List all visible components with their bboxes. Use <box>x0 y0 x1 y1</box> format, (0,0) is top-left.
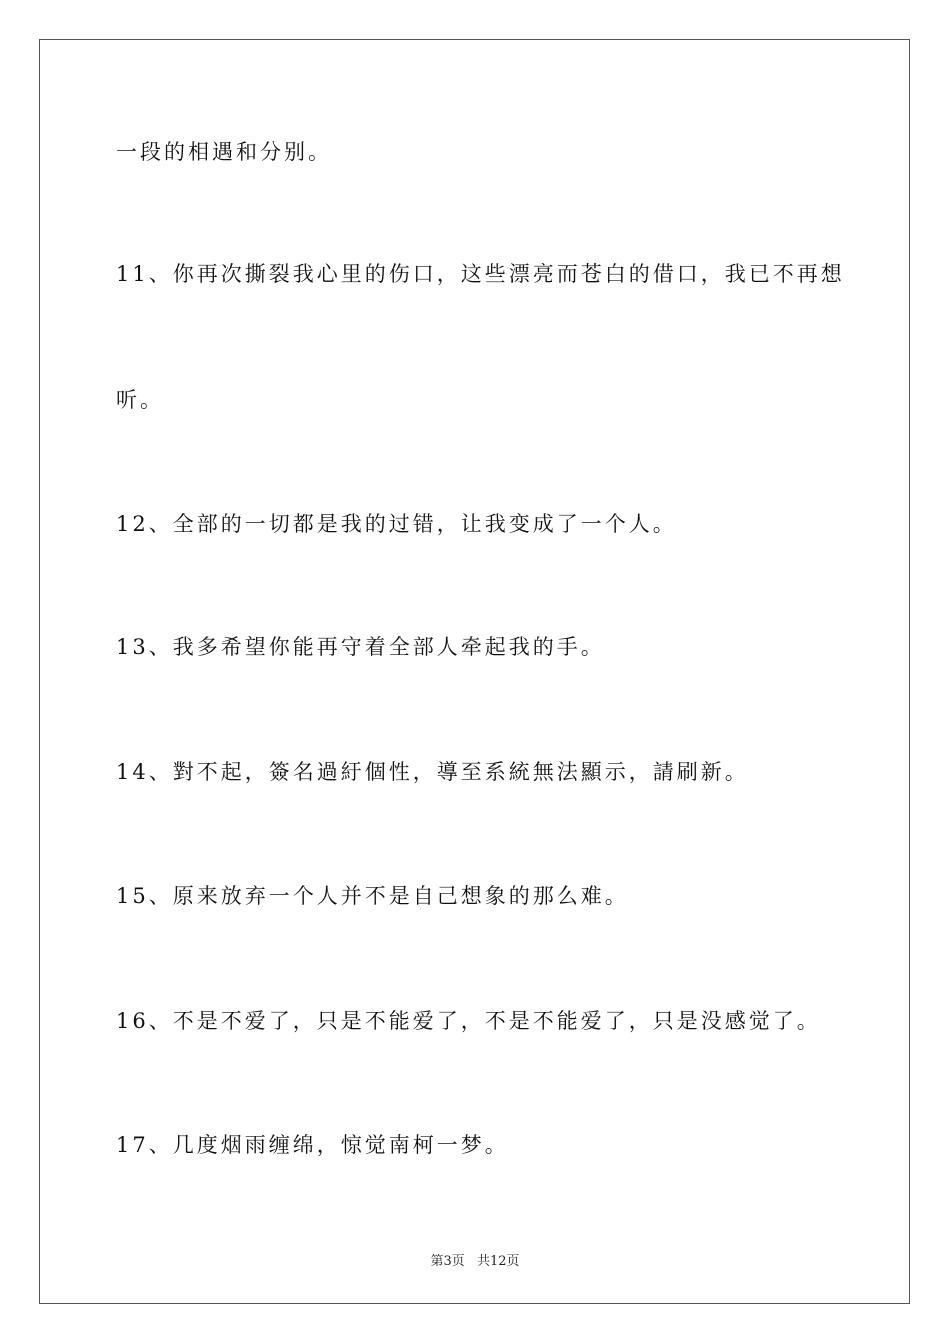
page-total: 共12页 <box>476 1254 520 1269</box>
text-line: 17、几度烟雨缠绵，惊觉南柯一梦。 <box>116 1133 509 1157</box>
page-footer <box>0 1250 950 1269</box>
text-line: 16、不是不爱了，只是不能爱了，不是不能爱了，只是没感觉了。 <box>116 1009 821 1033</box>
text-line: 15、原来放弃一个人并不是自己想象的那么难。 <box>116 884 629 908</box>
page-border <box>39 39 910 1304</box>
page-number: 第3页 <box>430 1254 465 1269</box>
text-line: 14、對不起，簽名過紆個性，導至系統無法顯示，請刷新。 <box>116 760 749 784</box>
text-line: 听。 <box>116 388 164 412</box>
text-line: 11、你再次撕裂我心里的伤口，这些漂亮而苍白的借口，我已不再想 <box>116 262 845 286</box>
text-line: 13、我多希望你能再守着全部人牵起我的手。 <box>116 635 605 659</box>
text-line: 12、全部的一切都是我的过错，让我变成了一个人。 <box>116 512 677 536</box>
text-line: 一段的相遇和分别。 <box>116 140 332 164</box>
